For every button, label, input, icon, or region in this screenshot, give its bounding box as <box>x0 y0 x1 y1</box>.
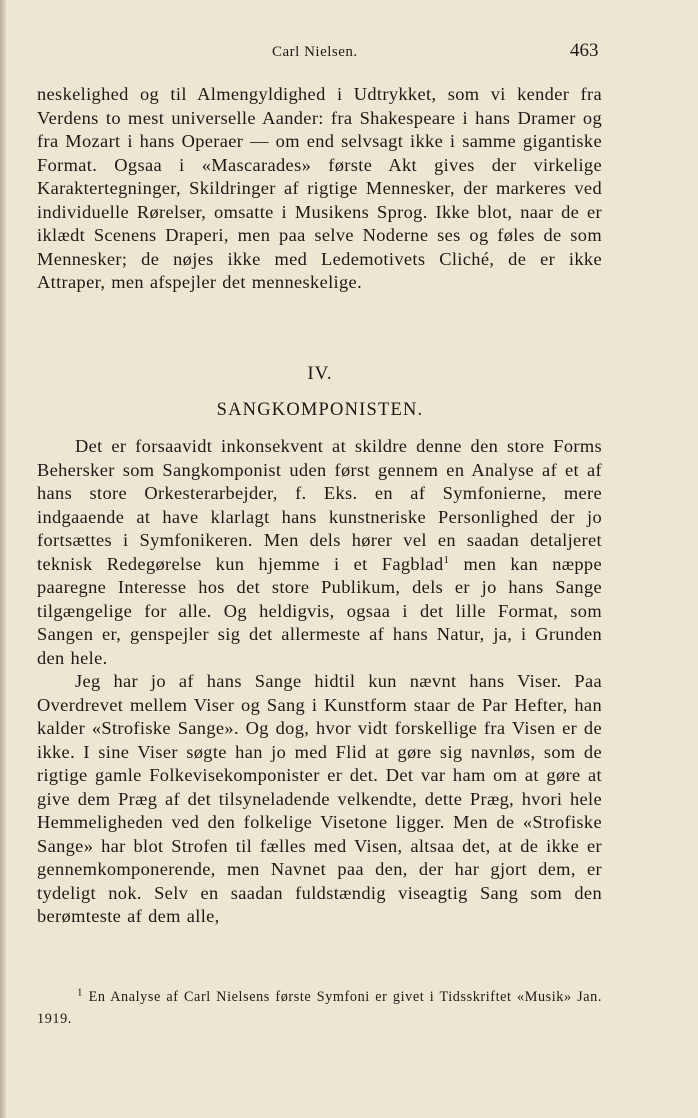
body-paragraph-1-part-b: men kan næppe paaregne Interesse hos det store Publikum, dels er jo hans Sange tilgængelige for alle. Og heldigvis, ogsaa i det lille Format, som Sangen er, genspejler sig det allermeste af hans Natur, ja, i Grunden den hele. <box>37 553 602 668</box>
body-paragraph-2: Jeg har jo af hans Sange hidtil kun nævnt hans Viser. Paa Overdrevet mellem Viser og Sang i Kunstform staar de Par Hefter, han kalder «Strofiske Sange». Og dog, hvor vidt forskellige fra Visen er de ikke. I sine Viser søgte han jo med Flid at gøre sig navnløs, som de rigtige gamle Folkevisekomponister er det. Det var ham om at gøre at give dem Præg af det tilsyneladende velkendte, dette Præg, hvori hele Hemmeligheden ved den folkelige Visetone ligger. Men de «Strofiske Sange» har blot Strofen til fælles med Visen, altsaa det, at de ikke er gennemkomponerende, men Navnet paa den, der har gjort dem, er tydeligt nok. Selv en saadan fuldstændig viseagtig Sang som den berømteste af dem alle, <box>37 671 602 926</box>
footnote <box>37 986 602 1030</box>
body-paragraph-1-part-a: Det er forsaavidt inkonsekvent at skildre denne den store Forms Behersker som Sangkomponist uden først gennem en Analyse af et af hans store Orkesterarbejder, f. Eks. en af Symfonierne, mere indgaaende at have klarlagt hans kunstneriske Personlighed der jo fortsættes i Symfonikeren. Men dels hører vel en saadan detaljeret teknisk Redegørelse kun hjemme i et Fagblad <box>37 436 602 574</box>
footnote-text: En Analyse af Carl Nielsens første Symfoni er givet i Tidsskriftet «Musik» Jan. 1919. <box>37 989 602 1027</box>
section-number: IV. <box>307 363 333 384</box>
running-title: Carl Nielsen. <box>272 44 358 60</box>
section-body <box>37 435 602 929</box>
footnote-paragraph <box>37 986 602 1030</box>
page-edge <box>0 0 6 1118</box>
footnote-reference: 1 <box>443 553 450 566</box>
body-paragraph-1 <box>37 435 602 670</box>
section-title: SANGKOMPONISTEN. <box>216 400 424 420</box>
top-paragraph-block <box>37 83 602 295</box>
top-paragraph: neskelighed og til Almengyldighed i Udtrykket, som vi kender fra Verdens to mest universelle Aander: fra Shakespeare i hans Dramer og fra Mozart i hans Operaer — om end selvsagt ikke i samme gigantiske Format. Ogsaa i «Mascarades» første Akt gives der virkelige Karaktertegninger, Skildringer af rigtige Mennesker, der markeres ved individuelle Rørelser, omsatte i Musikens Sprog. Ikke blot, naar de er iklædt Scenens Draperi, men paa selve Noderne ses og føles de som Mennesker; de nøjes ikke med Ledemotivets Cliché, de er ikke Attraper, men afspejler det menneskelige. <box>37 84 602 292</box>
page-number: 463 <box>570 40 599 61</box>
footnote-marker: 1 <box>77 986 84 999</box>
running-head <box>0 40 698 66</box>
